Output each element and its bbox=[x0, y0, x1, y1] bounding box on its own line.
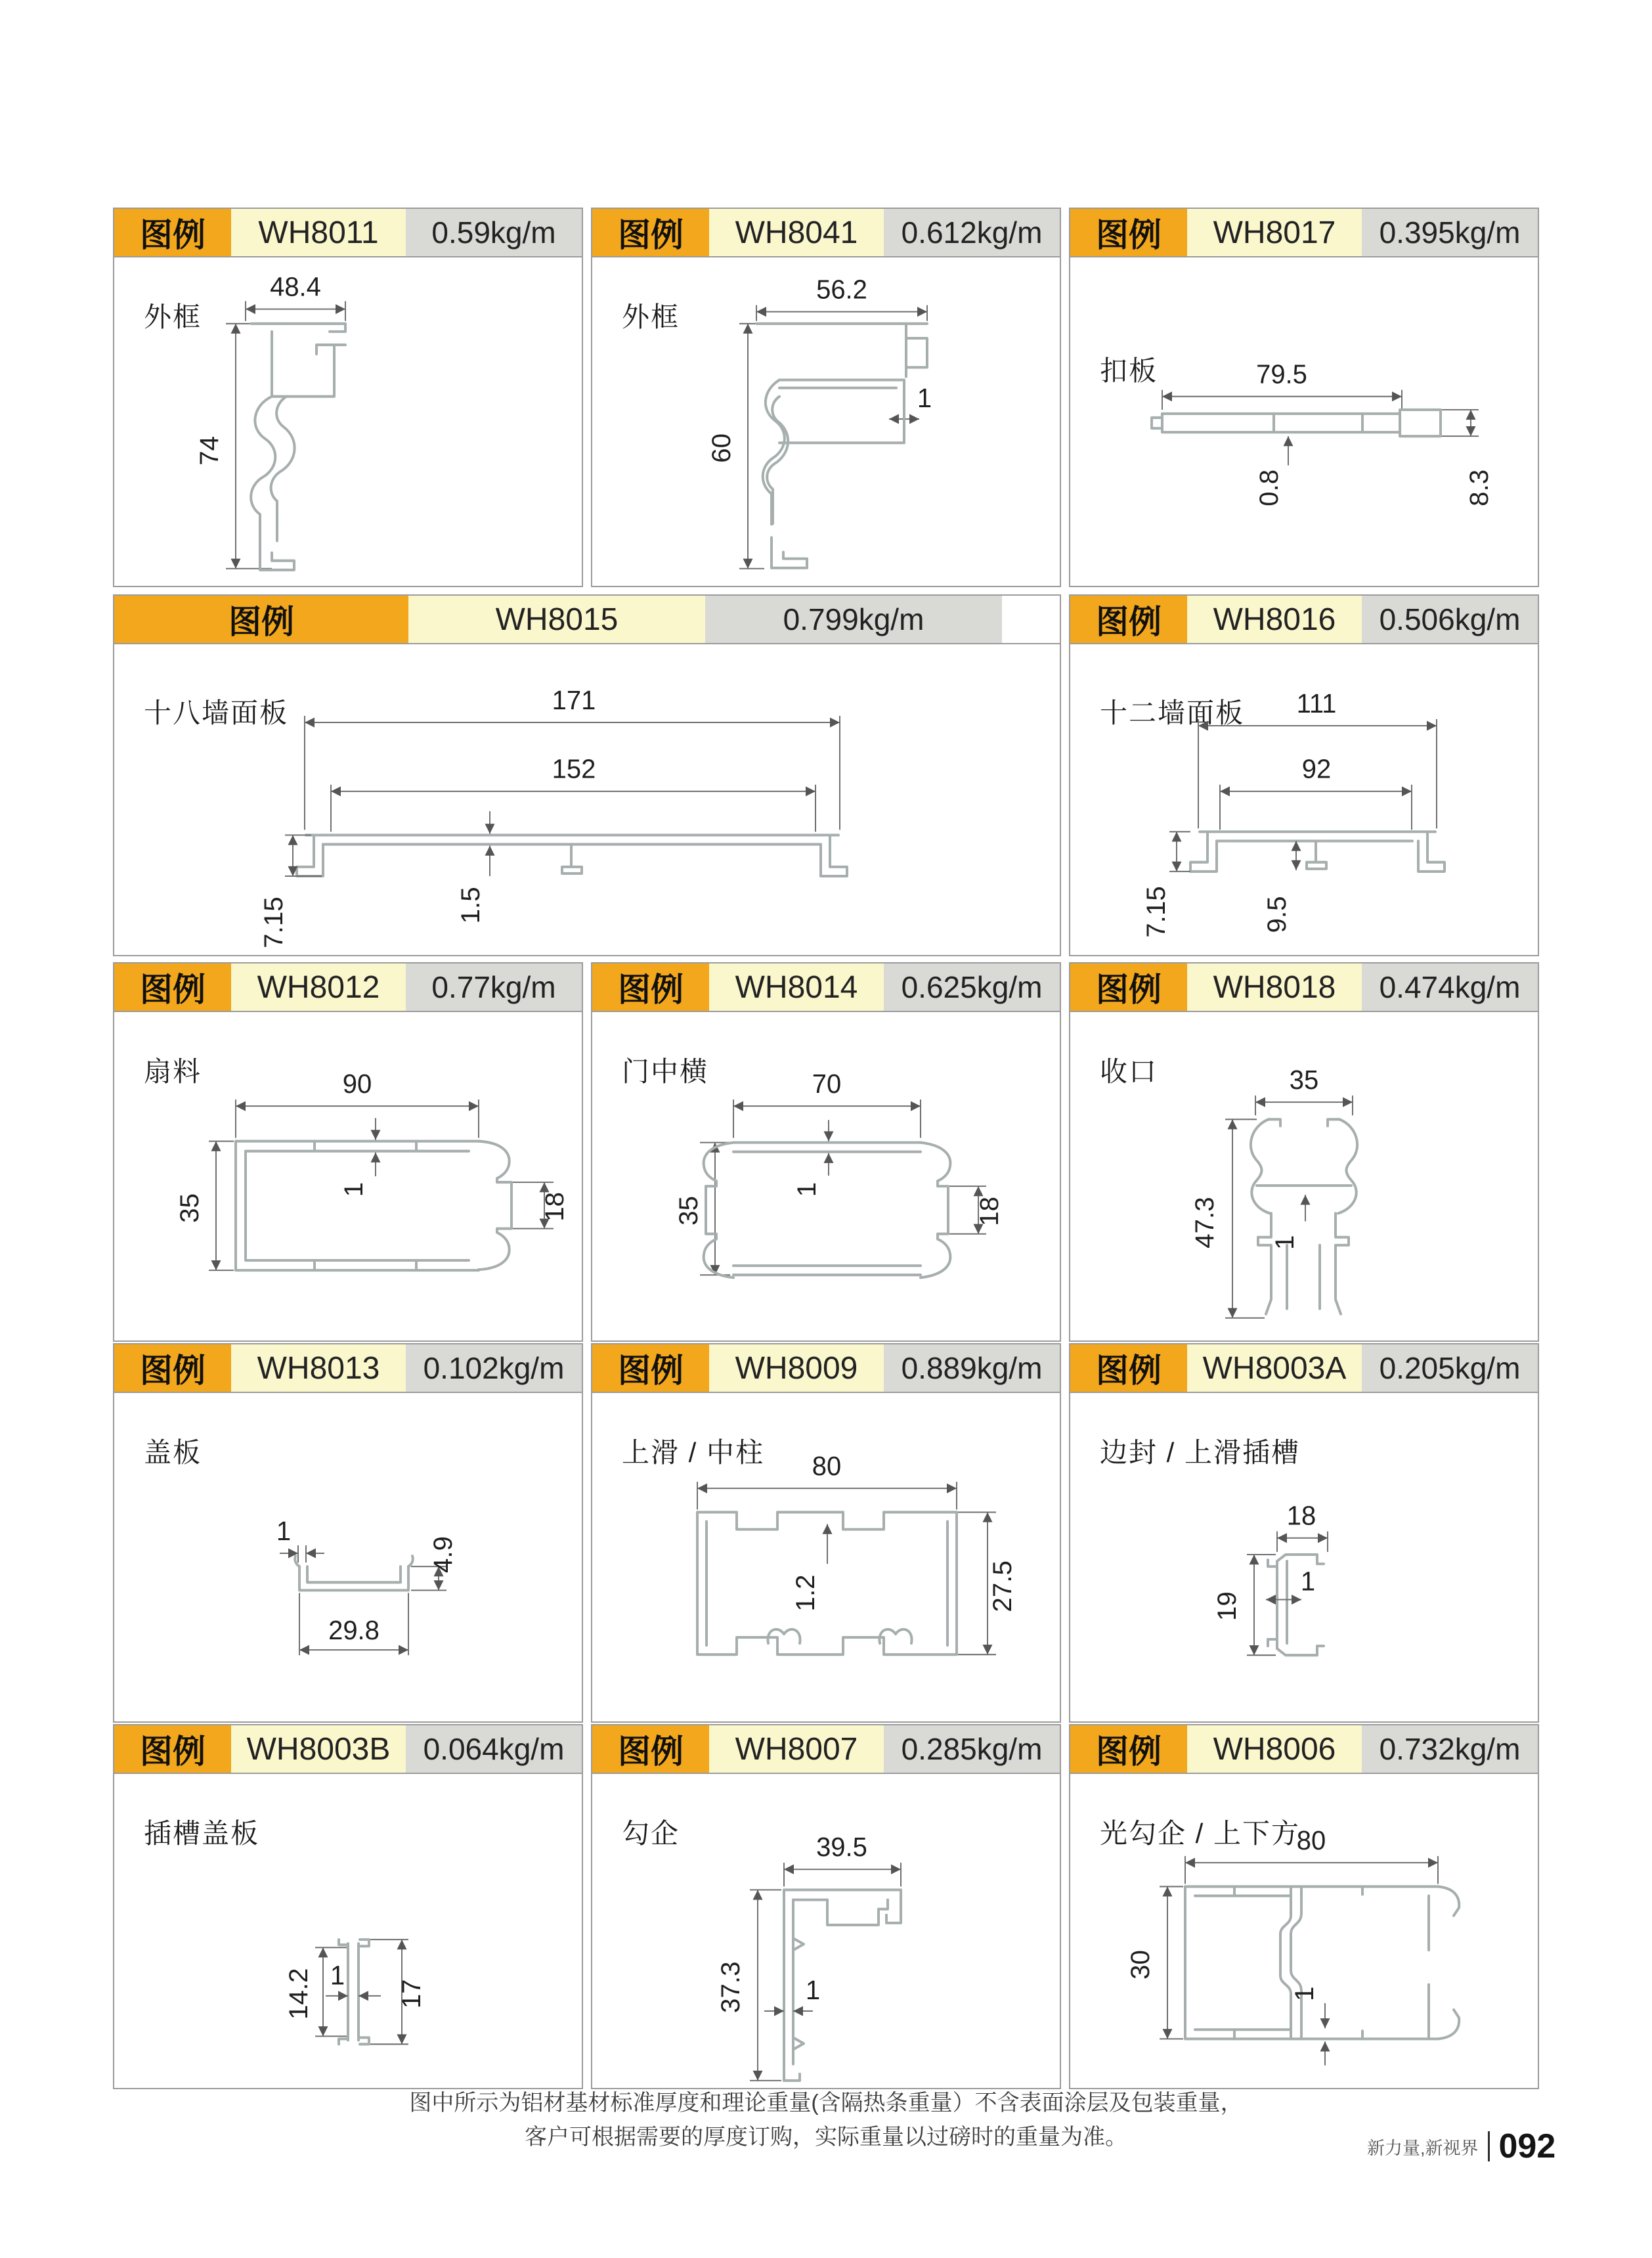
weight-value: 0.799kg/m bbox=[705, 596, 1002, 643]
cell-wh8012 bbox=[113, 962, 583, 1342]
weight-value: 0.285kg/m bbox=[884, 1725, 1060, 1773]
legend-badge: 图例 bbox=[592, 209, 709, 256]
legend-badge: 图例 bbox=[114, 596, 408, 643]
dim-value: 48.4 bbox=[270, 272, 321, 302]
cell-header bbox=[1070, 1725, 1538, 1774]
profile-row-1 bbox=[113, 208, 1539, 587]
cell-wh8016 bbox=[1069, 594, 1539, 956]
profile-label: 扇料 bbox=[144, 1056, 202, 1087]
profile-label: 门中横 bbox=[622, 1056, 709, 1087]
product-code: WH8014 bbox=[709, 963, 884, 1011]
dim-value: 80 bbox=[812, 1451, 842, 1482]
dim-value: 30 bbox=[1125, 1950, 1155, 1980]
weight-value: 0.732kg/m bbox=[1362, 1725, 1538, 1773]
dim-value: 47.3 bbox=[1190, 1197, 1219, 1249]
cell-header bbox=[114, 963, 582, 1012]
weight-value: 0.625kg/m bbox=[884, 963, 1060, 1011]
legend-badge: 图例 bbox=[114, 963, 231, 1011]
dim-value: 1 bbox=[1300, 1566, 1316, 1597]
disclaimer-line-1: 图中所示为铝材基材标准厚度和理论重量(含隔热条重量）不含表面涂层及包装重量， bbox=[409, 2091, 1243, 2115]
profile-drawing-wh8018 bbox=[1070, 1012, 1538, 1340]
page-number: 092 bbox=[1498, 2127, 1556, 2165]
cell-wh8015 bbox=[113, 594, 1061, 956]
cell-wh8009 bbox=[591, 1343, 1061, 1723]
product-code: WH8003B bbox=[231, 1725, 406, 1773]
cell-wh8011 bbox=[113, 208, 583, 587]
legend-badge: 图例 bbox=[1070, 963, 1187, 1011]
dim-value: 111 bbox=[1296, 688, 1337, 719]
dim-value: 90 bbox=[342, 1069, 372, 1099]
dim-value: 35 bbox=[674, 1195, 703, 1226]
profile-label: 收口 bbox=[1100, 1056, 1158, 1087]
cell-header bbox=[592, 1725, 1060, 1774]
profile-drawing-wh8041 bbox=[592, 257, 1060, 586]
product-code: WH8011 bbox=[231, 209, 406, 256]
cell-header bbox=[1070, 963, 1538, 1012]
profile-label: 盖板 bbox=[144, 1437, 202, 1468]
cell-wh8014 bbox=[591, 962, 1061, 1342]
profile-label: 上滑 / 中柱 bbox=[622, 1437, 765, 1468]
profile-drawing-wh8015 bbox=[114, 644, 1060, 955]
weight-value: 0.77kg/m bbox=[406, 963, 582, 1011]
weight-value: 0.889kg/m bbox=[884, 1344, 1060, 1392]
cell-body bbox=[114, 257, 582, 586]
profile-drawing-wh8003a bbox=[1070, 1393, 1538, 1721]
weight-value: 0.474kg/m bbox=[1362, 963, 1538, 1011]
dim-value: 35 bbox=[175, 1193, 204, 1223]
dim-value: 74 bbox=[194, 435, 224, 466]
dim-value: 1.2 bbox=[791, 1574, 820, 1612]
dim-value: 171 bbox=[552, 685, 596, 715]
legend-badge: 图例 bbox=[1070, 209, 1187, 256]
profile-label: 扣板 bbox=[1100, 355, 1158, 386]
dim-value: 18 bbox=[540, 1191, 569, 1222]
cell-body bbox=[114, 1774, 582, 2088]
cell-wh8017 bbox=[1069, 208, 1539, 587]
legend-badge: 图例 bbox=[114, 1344, 231, 1392]
dim-value: 152 bbox=[552, 754, 596, 784]
cell-body bbox=[1070, 644, 1538, 955]
profile-drawing-wh8003b bbox=[114, 1774, 582, 2088]
weight-value: 0.102kg/m bbox=[406, 1344, 582, 1392]
dim-value: 7.15 bbox=[1141, 886, 1171, 938]
dim-value: 1 bbox=[339, 1182, 368, 1197]
profile-drawing-wh8017 bbox=[1070, 257, 1538, 586]
dim-value: 70 bbox=[812, 1069, 842, 1099]
dim-value: 29.8 bbox=[328, 1615, 380, 1646]
legend-badge: 图例 bbox=[592, 1725, 709, 1773]
profile-drawing-wh8014 bbox=[592, 1012, 1060, 1340]
cell-body bbox=[592, 1012, 1060, 1340]
cell-wh8006 bbox=[1069, 1724, 1539, 2089]
cell-header bbox=[592, 963, 1060, 1012]
cell-header bbox=[114, 1725, 582, 1774]
dim-value: 27.5 bbox=[988, 1561, 1017, 1612]
cell-body bbox=[114, 1012, 582, 1340]
cell-header bbox=[114, 209, 582, 257]
profile-label: 外框 bbox=[144, 301, 202, 332]
profile-row-3 bbox=[113, 962, 1539, 1342]
profile-row-5 bbox=[113, 1724, 1539, 2089]
product-code: WH8016 bbox=[1187, 596, 1362, 643]
cell-header bbox=[1070, 596, 1538, 644]
dim-value: 1 bbox=[1290, 1986, 1319, 2002]
cell-header bbox=[114, 596, 1060, 644]
weight-value: 0.612kg/m bbox=[884, 209, 1060, 256]
cell-body bbox=[592, 257, 1060, 586]
cell-wh8007 bbox=[591, 1724, 1061, 2089]
dim-value: 80 bbox=[1296, 1825, 1326, 1855]
profile-label: 十二墙面板 bbox=[1100, 697, 1245, 728]
dim-value: 35 bbox=[1289, 1065, 1319, 1095]
product-code: WH8041 bbox=[709, 209, 884, 256]
profile-label: 插槽盖板 bbox=[144, 1818, 260, 1849]
dim-value: 39.5 bbox=[816, 1832, 867, 1863]
dim-value: 1 bbox=[917, 383, 932, 413]
product-code: WH8017 bbox=[1187, 209, 1362, 256]
product-code: WH8015 bbox=[408, 596, 705, 643]
product-code: WH8007 bbox=[709, 1725, 884, 1773]
cell-wh8003a bbox=[1069, 1343, 1539, 1723]
profile-drawing-wh8009 bbox=[592, 1393, 1060, 1721]
dim-value: 1.5 bbox=[456, 887, 485, 924]
cell-wh8013 bbox=[113, 1343, 583, 1723]
product-code: WH8006 bbox=[1187, 1725, 1362, 1773]
profile-label: 光勾企 / 上下方 bbox=[1100, 1818, 1301, 1849]
cell-body bbox=[1070, 1393, 1538, 1721]
dim-value: 9.5 bbox=[1262, 896, 1292, 933]
dim-value: 7.15 bbox=[259, 897, 288, 948]
legend-badge: 图例 bbox=[592, 1344, 709, 1392]
cell-body bbox=[592, 1393, 1060, 1721]
dim-value: 8.3 bbox=[1464, 469, 1494, 506]
dim-value: 1 bbox=[276, 1516, 292, 1546]
profile-drawing-wh8011 bbox=[114, 257, 582, 586]
dim-value: 18 bbox=[974, 1197, 1004, 1226]
dim-value: 18 bbox=[1286, 1501, 1316, 1531]
profile-row-2 bbox=[113, 594, 1539, 956]
cell-wh8018 bbox=[1069, 962, 1539, 1342]
product-code: WH8012 bbox=[231, 963, 406, 1011]
profile-label: 勾企 bbox=[622, 1818, 680, 1849]
cell-body bbox=[1070, 1774, 1538, 2088]
cell-body bbox=[1070, 1012, 1538, 1340]
product-code: WH8013 bbox=[231, 1344, 406, 1392]
dim-value: 1 bbox=[792, 1182, 821, 1197]
product-code: WH8009 bbox=[709, 1344, 884, 1392]
cell-header bbox=[592, 1344, 1060, 1393]
brand-slogan: 新力量,新视界 bbox=[1367, 2138, 1479, 2158]
cell-header bbox=[592, 209, 1060, 257]
dim-value: 92 bbox=[1301, 754, 1332, 784]
cell-body bbox=[592, 1774, 1060, 2088]
profile-drawing-wh8007 bbox=[592, 1774, 1060, 2088]
cell-header bbox=[1070, 1344, 1538, 1393]
dim-value: 4.9 bbox=[428, 1536, 458, 1573]
dim-value: 56.2 bbox=[816, 275, 867, 305]
legend-badge: 图例 bbox=[114, 209, 231, 256]
product-code: WH8018 bbox=[1187, 963, 1362, 1011]
weight-value: 0.064kg/m bbox=[406, 1725, 582, 1773]
disclaimer-line-2: 客户可根据需要的厚度订购，实际重量以过磅时的重量为准。 bbox=[525, 2125, 1127, 2150]
dim-value: 19 bbox=[1212, 1591, 1242, 1622]
weight-value: 0.205kg/m bbox=[1362, 1344, 1538, 1392]
weight-value: 0.59kg/m bbox=[406, 209, 582, 256]
profile-drawing-wh8016 bbox=[1070, 644, 1538, 955]
cell-wh8003b bbox=[113, 1724, 583, 2089]
profile-drawing-wh8013 bbox=[114, 1393, 582, 1721]
profile-drawing-wh8012 bbox=[114, 1012, 582, 1340]
profile-row-4 bbox=[113, 1343, 1539, 1723]
cell-body bbox=[114, 644, 1060, 955]
dim-value: 0.8 bbox=[1254, 469, 1284, 506]
weight-value: 0.506kg/m bbox=[1362, 596, 1538, 643]
profile-label: 外框 bbox=[622, 301, 680, 332]
legend-badge: 图例 bbox=[1070, 1344, 1187, 1392]
dim-value: 1 bbox=[805, 1975, 821, 2005]
dim-value: 79.5 bbox=[1256, 359, 1307, 389]
header-filler bbox=[1002, 596, 1060, 643]
cell-header bbox=[1070, 209, 1538, 257]
profile-label: 边封 / 上滑插槽 bbox=[1100, 1437, 1301, 1468]
dim-value: 17 bbox=[397, 1979, 426, 2009]
dim-value: 1 bbox=[330, 1960, 345, 1991]
footer-divider bbox=[1488, 2131, 1490, 2161]
product-code: WH8003A bbox=[1187, 1344, 1362, 1392]
legend-badge: 图例 bbox=[592, 963, 709, 1011]
dim-value: 37.3 bbox=[716, 1961, 745, 2013]
page-footer bbox=[1367, 2127, 1555, 2166]
dim-value: 1 bbox=[1270, 1235, 1299, 1251]
cell-header bbox=[114, 1344, 582, 1393]
dim-value: 60 bbox=[706, 433, 736, 463]
legend-badge: 图例 bbox=[114, 1725, 231, 1773]
legend-badge: 图例 bbox=[1070, 1725, 1187, 1773]
weight-value: 0.395kg/m bbox=[1362, 209, 1538, 256]
cell-body bbox=[114, 1393, 582, 1721]
profile-drawing-wh8006 bbox=[1070, 1774, 1538, 2088]
profile-label: 十八墙面板 bbox=[144, 697, 289, 728]
cell-wh8041 bbox=[591, 208, 1061, 587]
cell-body bbox=[1070, 257, 1538, 586]
legend-badge: 图例 bbox=[1070, 596, 1187, 643]
dim-value: 14.2 bbox=[284, 1968, 313, 2020]
